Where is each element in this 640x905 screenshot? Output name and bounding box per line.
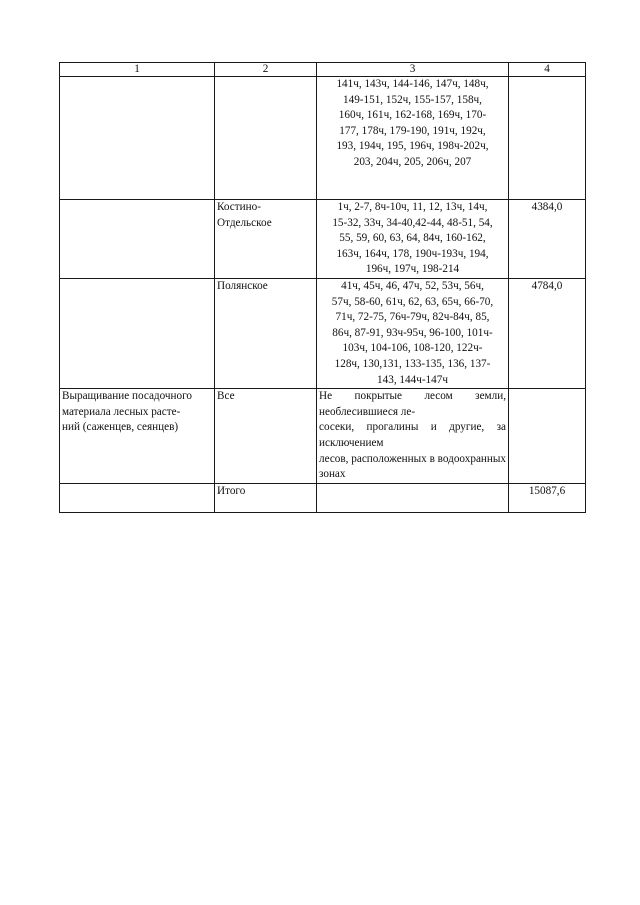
lands-line: Не покрытые лесом земли, необлесившиеся ле- <box>319 390 506 418</box>
row2-activity-cell <box>60 200 215 279</box>
header-col-1: 1 <box>60 63 215 77</box>
table-header-row <box>60 63 586 77</box>
quarters-line: 177, 178ч, 179-190, 191ч, 192ч, <box>339 124 486 137</box>
row2-quarters-cell <box>317 200 509 279</box>
activity-line: Выращивание посадочного <box>62 390 193 403</box>
quarters-line: 203, 204ч, 205, 206ч, 207 <box>353 155 472 168</box>
quarters-line: 193, 194ч, 195, 196ч, 198ч-202ч, <box>336 140 489 153</box>
forestry-name-line: Полянское <box>217 279 268 292</box>
total-activity-cell <box>60 483 215 512</box>
quarters-line: 160ч, 161ч, 162-168, 169ч, 170- <box>338 109 487 122</box>
quarters-line: 55, 59, 60, 63, 64, 84ч, 160-162, <box>339 232 486 245</box>
row4-lands-cell <box>317 389 509 484</box>
table-row <box>60 389 586 484</box>
quarters-line: 141ч, 143ч, 144-146, 147ч, 148ч, <box>336 78 489 90</box>
lands-line: сосеки, прогалины и другие, за исключением <box>319 421 506 449</box>
quarters-line: 57ч, 58-60, 61ч, 62, 63, 65ч, 66-70, <box>331 295 494 308</box>
forestry-table <box>59 62 586 513</box>
header-col-3: 3 <box>317 63 509 77</box>
row1-area-cell <box>509 77 586 200</box>
forestry-name-line: Все <box>217 390 235 403</box>
row2-area-cell: 4384,0 <box>509 200 586 279</box>
row1-quarters-cell <box>317 77 509 200</box>
quarters-line: 1ч, 2-7, 8ч-10ч, 11, 12, 13ч, 14ч, <box>337 201 488 213</box>
row3-quarters-cell <box>317 278 509 388</box>
row4-activity-cell <box>60 389 215 484</box>
forestry-name-line: Отдельское <box>217 216 272 229</box>
activity-line: материала лесных расте- <box>62 405 181 418</box>
activity-line: ний (саженцев, сеянцев) <box>62 421 179 434</box>
quarters-line: 71ч, 72-75, 76ч-79ч, 82ч-84ч, 85, <box>335 311 490 324</box>
row1-forestry-cell <box>215 77 317 200</box>
row3-area-cell: 4784,0 <box>509 278 586 388</box>
header-col-2: 2 <box>215 63 317 77</box>
quarters-line: 143, 144ч-147ч <box>377 373 448 386</box>
quarters-line: 163ч, 164ч, 178, 190ч-193ч, 194, <box>336 247 489 260</box>
total-quarters-cell <box>317 483 509 512</box>
quarters-line: 149-151, 152ч, 155-157, 158ч, <box>343 93 482 106</box>
quarters-line: 86ч, 87-91, 93ч-95ч, 96-100, 101ч- <box>332 326 493 339</box>
total-label: Итого <box>217 484 246 497</box>
row2-forestry-cell <box>215 200 317 279</box>
table-row <box>60 77 586 200</box>
table-row <box>60 483 586 512</box>
forestry-name-line: Костино- <box>217 201 261 213</box>
quarters-line: 196ч, 197ч, 198-214 <box>365 263 460 276</box>
quarters-line: 41ч, 45ч, 46, 47ч, 52, 53ч, 56ч, <box>341 279 484 292</box>
lands-line: лесов, расположенных в водоохранных зонах <box>319 452 506 481</box>
quarters-line: 128ч, 130,131, 133-135, 136, 137- <box>334 357 491 370</box>
row1-activity-cell <box>60 77 215 200</box>
total-label-cell <box>215 483 317 512</box>
row3-forestry-cell <box>215 278 317 388</box>
row4-area-cell <box>509 389 586 484</box>
row3-activity-cell <box>60 278 215 388</box>
row4-forestry-cell <box>215 389 317 484</box>
table-row <box>60 278 586 388</box>
total-area-cell: 15087,6 <box>509 483 586 512</box>
quarters-line: 15-32, 33ч, 34-40,42-44, 48-51, 54, <box>332 216 493 229</box>
header-col-4: 4 <box>509 63 586 77</box>
quarters-line: 103ч, 104-106, 108-120, 122ч- <box>342 342 483 355</box>
table-row <box>60 200 586 279</box>
